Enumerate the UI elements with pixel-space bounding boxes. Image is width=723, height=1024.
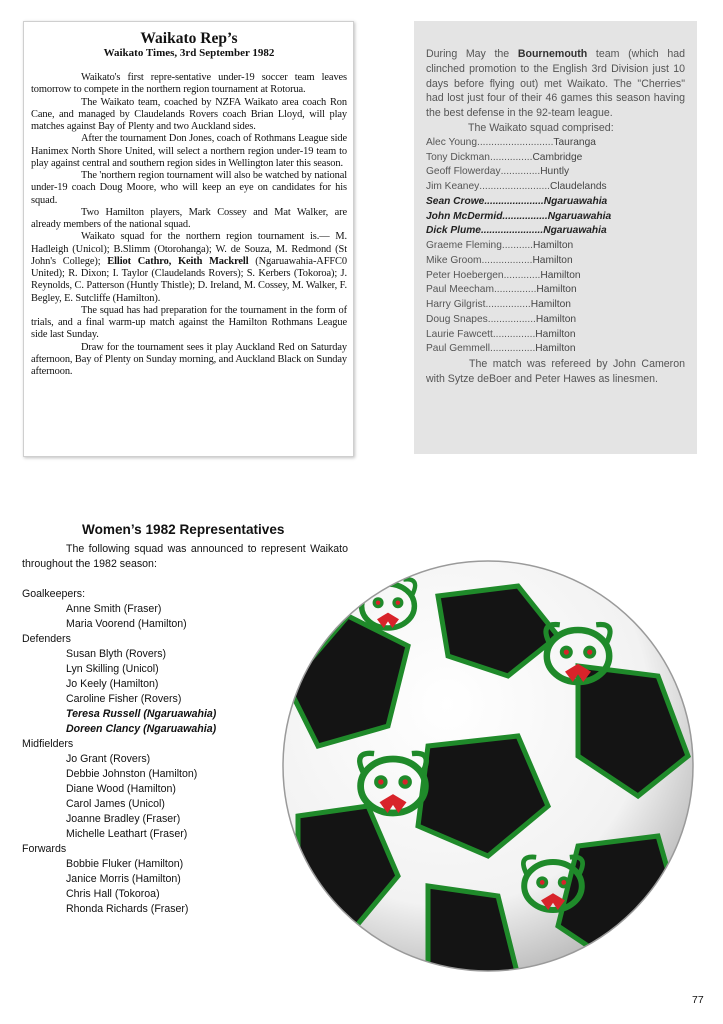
leader-dots: ......................... — [479, 181, 550, 193]
player-club: Ngaruawahia — [543, 195, 608, 207]
squad-row — [426, 298, 685, 313]
squad-row — [426, 254, 685, 269]
player-name: Graeme Fleming — [426, 240, 502, 252]
squad-row — [426, 195, 685, 210]
player-entry: Maria Voorend (Hamilton) — [66, 618, 187, 630]
player-club: Hamilton — [535, 328, 576, 340]
player-entry: Diane Wood (Hamilton) — [66, 783, 176, 795]
clipping-source: Waikato Times, 3rd September 1982 — [103, 47, 275, 59]
player-entry: Bobbie Fluker (Hamilton) — [66, 858, 184, 870]
player-name: Alec Young — [426, 136, 477, 148]
squad-row — [426, 151, 685, 166]
leader-dots: .............. — [500, 166, 541, 178]
squad-row — [426, 328, 685, 343]
squad-row — [426, 224, 685, 239]
player-name: John McDermid — [426, 210, 503, 222]
player-entry: Debbie Johnston (Hamilton) — [66, 768, 198, 780]
player-club: Hamilton — [535, 313, 577, 325]
squad-row — [426, 180, 685, 195]
leader-dots: ........................... — [477, 136, 554, 148]
player-club: Claudelands — [550, 181, 607, 193]
player-club: Cambridge — [532, 151, 583, 163]
clipping-paragraph: After the tournament Don Jones, coach of Rothmans League side Hanimex North Shore United, will select a northern region under-19 team to play against central and southern region sides in Wellington later this season. — [31, 133, 347, 169]
squad-row — [426, 136, 685, 151]
player-name: Laurie Fawcett — [426, 328, 493, 340]
bournemouth-intro: During May the Bournemouth team (which had clinched promotion to the English 3rd Division just 10 days before flying out) met Waikato. The "Cherries" had lost just four of their 46 games this season having the best defense in the 92-team league. — [426, 48, 685, 120]
clipping-paragraph: Two Hamilton players, Mark Cossey and Mat Walker, are already members of the national squad. — [31, 206, 347, 230]
women-title: Women’s 1982 Representatives — [82, 522, 285, 537]
player-name: Jim Keaney — [426, 181, 480, 193]
squad-row — [426, 239, 685, 254]
bournemouth-box — [414, 21, 697, 454]
squad-row — [426, 210, 685, 225]
women-lead: The following squad was announced to represent Waikato throughout the 1982 season: — [22, 543, 348, 570]
leader-dots: ................ — [489, 343, 536, 355]
leader-dots: ............... — [493, 284, 537, 296]
squad-row — [426, 313, 685, 328]
clipping-squad-paragraph: Waikato squad for the northern region tournament is.— M. Hadleigh (Unicol); B.Slimm (Otorohanga); W. de Souza, M. Redmond (St John's College); Elliot Cathro, Keith Mackrell (Ngaruawahia-AFFC0 United); R. Dixon; I. Taylor (Claudelands Rovers); S. Kerbers (Tokoroa); J. Reynolds, C. Patterson (Huntly Thistle); D. Ireland, M. Cossey, M. Walker, F. Begley, E. Sutcliffe (Hamilton). — [31, 231, 347, 304]
player-name: Paul Gemmell — [426, 343, 490, 355]
player-entry: Joanne Bradley (Fraser) — [66, 813, 181, 825]
player-name: Mike Groom — [426, 254, 482, 266]
clipping-title: Waikato Rep’s — [140, 30, 238, 47]
player-name: Tony Dickman — [426, 151, 490, 163]
player-entry: Jo Keely (Hamilton) — [66, 678, 159, 690]
player-entry: Susan Blyth (Rovers) — [66, 648, 167, 660]
player-club: Hamilton — [530, 299, 571, 311]
leader-dots: ...................... — [480, 225, 544, 237]
player-entry: Teresa Russell (Ngaruawahia) — [66, 708, 217, 720]
player-club: Hamilton — [535, 343, 576, 355]
newspaper-clipping — [23, 21, 354, 457]
leader-dots: ............... — [489, 151, 533, 163]
clipping-paragraph: Waikato's first repre-sentative under-19 soccer team leaves tomorrow to compete in the northern region tournament at Rotorua. — [31, 72, 347, 96]
leader-dots: ........... — [501, 240, 534, 252]
match-closing: The match was refereed by John Cameron with Sytze deBoer and Peter Hawes as linesmen. — [426, 358, 685, 386]
player-name: Paul Meecham — [426, 284, 494, 296]
leader-dots: .................. — [481, 254, 533, 266]
player-club: Hamilton — [532, 254, 573, 266]
position-heading: Midfielders — [22, 738, 74, 750]
player-entry: Doreen Clancy (Ngaruawahia) — [66, 723, 217, 735]
player-entry: Chris Hall (Tokoroa) — [66, 888, 160, 900]
player-club: Huntly — [540, 166, 570, 178]
leader-dots: ............... — [492, 328, 536, 340]
player-entry: Anne Smith (Fraser) — [66, 603, 162, 615]
leader-dots: ................ — [502, 210, 548, 222]
leader-dots: ................ — [485, 299, 531, 311]
squad-row — [426, 342, 685, 357]
leader-dots: ................. — [487, 313, 536, 325]
player-entry: Jo Grant (Rovers) — [66, 753, 151, 765]
leader-dots: ............. — [503, 269, 541, 281]
squad-list — [426, 136, 685, 357]
squad-row — [426, 165, 685, 180]
clipping-bold-names: Elliot Cathro, Keith Mackrell — [107, 255, 249, 267]
player-name: Peter Hoebergen — [426, 269, 504, 281]
player-club: Ngaruawahia — [543, 225, 607, 237]
player-name: Sean Crowe — [426, 195, 485, 207]
clipping-paragraph: The Waikato team, coached by NZFA Waikato area coach Ron Cane, and managed by Claudelands Rovers coach Brian Lloyd, will play matches against Bay of Plenty and two Auckland sides. — [31, 96, 347, 132]
leader-dots: ..................... — [484, 195, 544, 207]
player-name: Doug Snapes — [426, 313, 488, 325]
player-entry: Lyn Skilling (Unicol) — [66, 663, 159, 675]
position-heading: Goalkeepers: — [22, 588, 86, 600]
player-entry: Caroline Fisher (Rovers) — [66, 693, 182, 705]
soccer-ball-image — [278, 556, 698, 976]
clipping-paragraph: The squad has had preparation for the tournament in the form of trials, and a final warm-up match against the Hamilton Rothmans League side last Sunday. — [31, 304, 347, 341]
player-entry: Rhonda Richards (Fraser) — [66, 903, 189, 915]
player-club: Hamilton — [536, 284, 577, 296]
position-heading: Forwards — [22, 843, 67, 855]
page-number: 77 — [692, 994, 704, 1006]
player-name: Harry Gilgrist — [426, 299, 486, 311]
player-club: Hamilton — [540, 269, 581, 281]
squad-heading: The Waikato squad comprised: — [468, 121, 614, 134]
squad-row — [426, 269, 685, 284]
player-entry: Michelle Leathart (Fraser) — [66, 828, 188, 840]
player-club: Hamilton — [533, 240, 574, 252]
clipping-paragraph: Draw for the tournament sees it play Auckland Red on Saturday afternoon, Bay of Plenty on Sunday morning, and Auckland Black on Sunday afternoon. — [31, 341, 347, 377]
player-entry: Carol James (Unicol) — [66, 798, 165, 810]
squad-row — [426, 283, 685, 298]
position-heading: Defenders — [22, 633, 71, 645]
player-name: Dick Plume — [426, 225, 481, 237]
player-name: Geoff Flowerday — [426, 166, 501, 178]
player-club: Ngaruawahia — [547, 210, 612, 222]
clipping-paragraph: The 'northern region tournament will also be watched by national under-19 coach Doug Moore, who will keep an eye on candidates for his squad. — [31, 170, 347, 206]
player-club: Tauranga — [553, 136, 596, 148]
player-entry: Janice Morris (Hamilton) — [66, 873, 181, 885]
